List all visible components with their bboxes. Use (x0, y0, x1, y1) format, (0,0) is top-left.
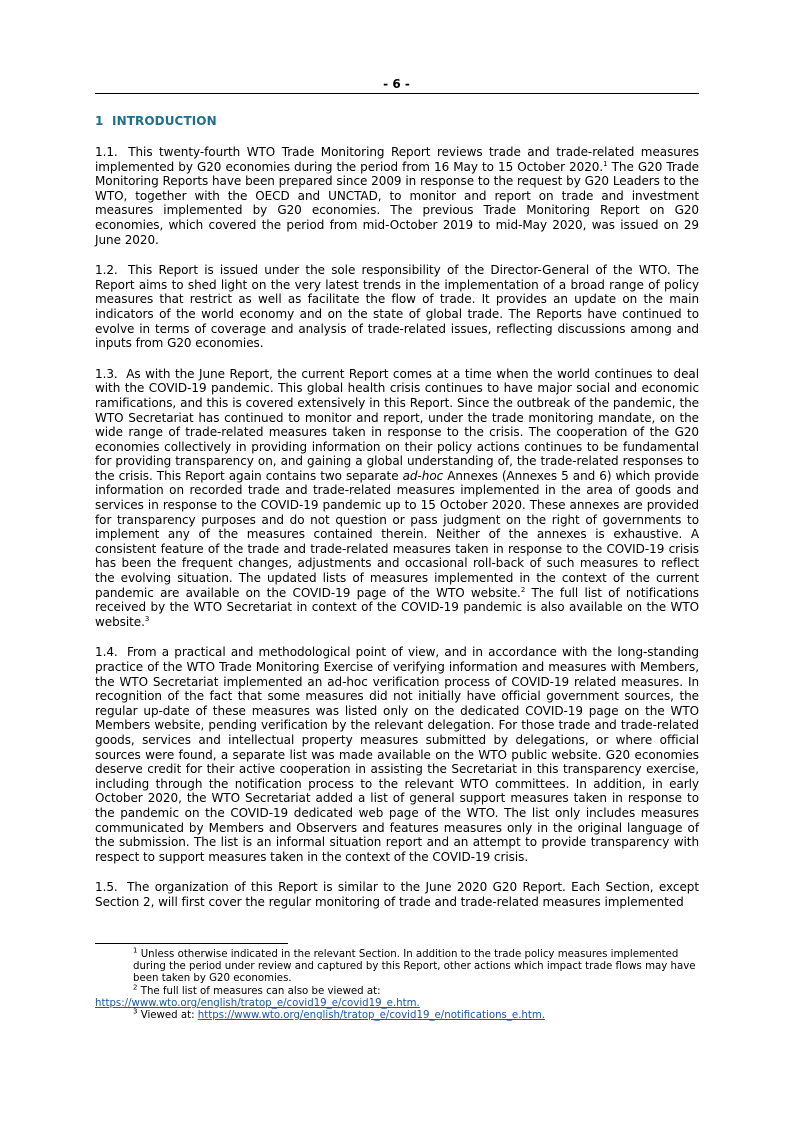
footnote-link[interactable]: https://www.wto.org/english/tratop_e/covid19_e/notifications_e.htm. (197, 1010, 546, 1022)
footnote-1 (95, 946, 699, 986)
footnotes (95, 946, 699, 1022)
document-body (95, 113, 699, 926)
section-heading (95, 113, 699, 129)
paragraph-number: 1.1. (95, 145, 118, 159)
section-title: INTRODUCTION (112, 114, 217, 128)
page-number: - 6 - (383, 77, 410, 91)
paragraph-1-5 (95, 880, 699, 909)
paragraph-text: From a practical and methodological point of view, and in accordance with the long-standing practice of the WTO Trade Monitoring Exercise of verifying information and measures with Members, the WTO Secretariat implemented an ad-hoc verification process of COVID-19 related measures. In recognition of the fact that some measures did not initially have official government sources, the regular up-date of these measures was listed only on the dedicated COVID-19 page on the WTO Members website, pending verification by the relevant delegation. For those trade and trade-related goods, services and intellectual property measures submitted by delegations, or where official sources were found, a separate list was made available on the WTO public website. G20 economies deserve credit for their active cooperation in assisting the Secretariat in this transparency exercise, including through the notification process to the relevant WTO committees. In addition, in early October 2020, the WTO Secretariat added a list of general support measures taken in response to the pandemic on the COVID-19 dedicated web page of the WTO. The list only includes measures communicated by Members and Observers and features measures only in the original language of the submission. The list is an informal situation report and an attempt to provide transparency with respect to support measures taken in the context of the COVID-19 crisis. (95, 645, 699, 864)
footnote-3 (95, 1007, 699, 1022)
footnote-number: 2 (133, 983, 138, 992)
footnote-number: 3 (133, 1007, 138, 1016)
paragraph-text: The G20 Trade Monitoring Reports have been prepared since 2009 in response to the request by G20 Leaders to the WTO, together with the OECD and UNCTAD, to monitor and report on trade and investment measures implemented by G20 economies. The previous Trade Monitoring Report on G20 economies, which covered the period from mid-October 2019 to mid-May 2020, was issued on 29 June 2020. (95, 159, 699, 247)
paragraph-1-3 (95, 367, 699, 630)
italic-term: ad-hoc (402, 468, 444, 483)
footnote-text: Unless otherwise indicated in the relevant Section. In addition to the trade policy measures implemented during the period under review and captured by this Report, other actions which impact trade flows may have been taken by G20 economies. (133, 949, 696, 985)
paragraph-text: This Report is issued under the sole responsibility of the Director-General of the WTO. The Report aims to shed light on the very latest trends in the implementation of a broad range of policy measures that restrict as well as facilitate the flow of trade. It provides an update on the main indicators of the world economy and on the state of global trade. The Reports have continued to evolve in terms of coverage and analysis of trade-related issues, reflecting discussions among and inputs from G20 economies. (95, 263, 699, 351)
footnote-ref[interactable]: 1 (603, 159, 608, 168)
paragraph-1-2 (95, 263, 699, 351)
paragraph-number: 1.5. (95, 880, 118, 895)
footnote-2-link-line (95, 998, 699, 1010)
footnote-text: The full list of measures can also be viewed at: (140, 985, 381, 997)
paragraph-text: The full list of notifications received by the WTO Secretariat in context of the COVID-19 pandemic is also available on the WTO website. (95, 585, 699, 629)
paragraph-text: The organization of this Report is similar to the June 2020 G20 Report. Each Section, except Section 2, will first cover the regular monitoring of trade and trade-related measures implemented (95, 880, 699, 909)
paragraph-text: This twenty-fourth WTO Trade Monitoring Report reviews trade and trade-related measures implemented by G20 economies during the period from 16 May to 15 October 2020. (95, 145, 699, 174)
paragraph-text: Annexes (Annexes 5 and 6) which provide information on recorded trade and trade-related measures implemented in the area of goods and services in response to the COVID-19 pandemic up to 15 October 2020. These annexes are provided for transparency purposes and do not question or pass judgment on the right of governments to implement any of the measures contained therein. Neither of the annexes is exhaustive. A consistent feature of the trade and trade-related measures taken in response to the COVID-19 crisis has been the frequent changes, adjustments and occasional roll-back of such measures to reflect the evolving situation. The updated lists of measures implemented in the context of the current pandemic are available on the COVID-19 page of the WTO website. (95, 468, 699, 600)
paragraph-number: 1.4. (95, 645, 118, 660)
header-rule (95, 93, 699, 94)
footnote-separator (95, 943, 288, 944)
footnote-text: Viewed at: (140, 1010, 198, 1022)
footnote-number: 1 (133, 946, 138, 955)
paragraph-number: 1.2. (95, 263, 118, 278)
footnote-link[interactable]: https://www.wto.org/english/tratop_e/covid19_e/covid19_e.htm. (95, 997, 420, 1009)
footnote-ref[interactable]: 2 (520, 585, 526, 594)
paragraph-1-1 (95, 145, 699, 247)
paragraph-text: As with the June Report, the current Report comes at a time when the world continues to deal with the COVID-19 pandemic. This global health crisis continues to have major social and economic ramifications, and this is covered extensively in this Report. Since the outbreak of the pandemic, the WTO Secretariat has continued to monitor and report, under the trade monitoring mandate, on the wide range of trade-related measures taken in response to the crisis. The cooperation of the G20 economies collectively in providing information on their policy actions continues to be fundamental for providing transparency on, and gaining a global understanding of, the trade-related responses to the crisis. This Report again contains two separate (95, 366, 699, 483)
footnote-ref[interactable]: 3 (144, 614, 150, 623)
paragraph-1-4 (95, 645, 699, 864)
paragraph-number: 1.3. (95, 366, 118, 381)
section-number: 1 (95, 114, 104, 128)
footnote-2 (95, 983, 699, 998)
